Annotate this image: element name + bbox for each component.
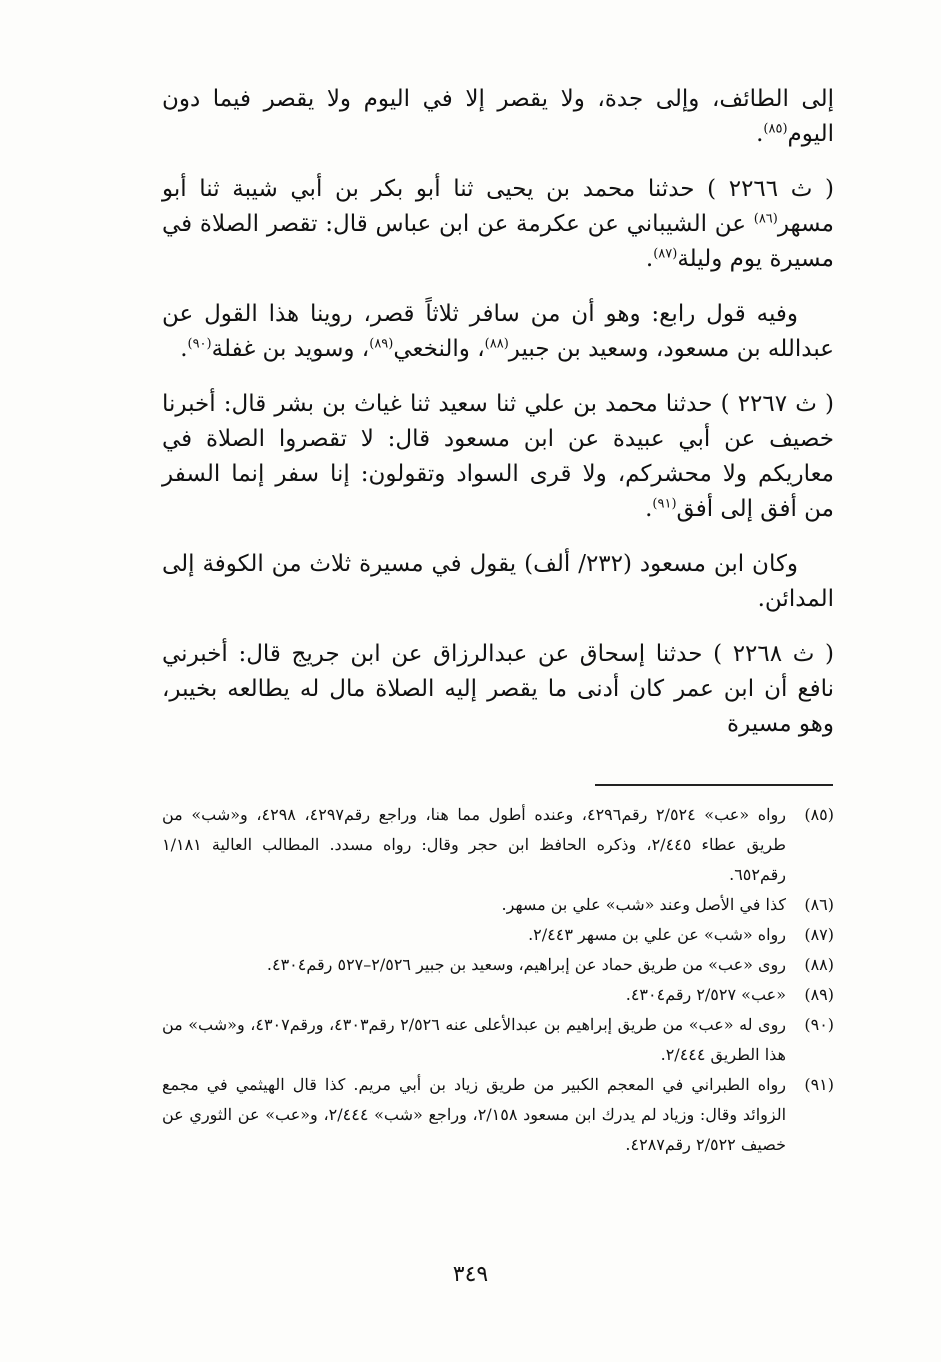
footnote-87 bbox=[162, 920, 834, 950]
paragraph-4: ( ث ٢٢٦٧ ) حدثنا محمد بن علي ثنا سعيد ثنا غياث بن بشر قال: أخبرنا خصيف عن أبي عبيدة عن ابن مسعود قال: لا تقصروا الصلاة في معاريكم ولا محشركم، ولا قرى السواد وتقولون: إنا سفر إنما السفر من أفق إلى أفق$^{(٩١)}$. bbox=[162, 391, 835, 522]
footnote-text: رواه «عب» ٢/٥٢٤ رقم٤٢٩٦، وعنده أطول مما هنا، وراجع رقم٤٢٩٧، ٤٢٩٨، و«شب» من طريق عطاء ٢/٤٤٥، وذكره الحافظ ابن حجر وقال: رواه مسدد. المطالب العالية ١/١٨١ رقم٦٥٢. bbox=[162, 805, 787, 884]
footnote-ref-89[interactable]: (٨٩) bbox=[369, 336, 394, 352]
footnote-ref-88[interactable]: (٨٨) bbox=[484, 336, 509, 352]
footnote-text: كذا في الأصل وعند «شب» علي بن مسهر. bbox=[501, 895, 786, 914]
footnote-number: (٨٥) bbox=[804, 805, 835, 824]
paragraph-3: وفيه قول رابع: وهو أن من سافر ثلاثاً قصر، روينا هذا القول عن عبدالله بن مسعود، وسعيد بن جبير$^{(٨٨)}$، والنخعي$^{(٨٩)}$، وسويد بن غفلة$^{(٩٠)}$. bbox=[162, 301, 834, 362]
paragraph-6: ( ث ٢٢٦٨ ) حدثنا إسحاق عن عبدالرزاق عن ابن جريج قال: أخبرني نافع أن ابن عمر كان أدنى ما يقصر إليه الصلاة مال له يطالعه بخيبر، وهو مسيرة bbox=[162, 641, 835, 737]
footnote-89 bbox=[162, 980, 834, 1010]
footnote-text: رواه الطبراني في المعجم الكبير من طريق زياد بن أبي مريم. كذا قال الهيثمي في مجمع الزوائد وقال: وزياد لم يدرك ابن مسعود ٢/١٥٨، وراجع «شب» ٢/٤٤٤، و«عب» عن الثوري عن خصيف ٢/٥٢٢ رقم٤٢٨٧. bbox=[162, 1075, 787, 1154]
footnote-88 bbox=[162, 950, 834, 980]
footnote-90 bbox=[162, 1010, 834, 1070]
page-number: ٣٤٩ bbox=[452, 1262, 489, 1287]
footnote-text: روى «عب» من طريق حماد عن إبراهيم، وسعيد بن جبير ٢/٥٢٦–٥٢٧ رقم٤٣٠٤. bbox=[266, 955, 786, 974]
footnote-85 bbox=[162, 800, 834, 890]
footnote-divider bbox=[595, 784, 833, 786]
paragraph-1: إلى الطائف، وإلى جدة، ولا يقصر إلا في اليوم ولا يقصر فيما دون اليوم$^{(٨٥)}$. bbox=[162, 86, 834, 147]
footnote-ref-87[interactable]: (٨٧) bbox=[653, 246, 678, 262]
footnote-number: (٨٩) bbox=[804, 985, 834, 1004]
footnote-number: (٩٠) bbox=[804, 1015, 835, 1034]
footnote-ref-85[interactable]: (٨٥) bbox=[763, 121, 788, 137]
main-text bbox=[162, 82, 834, 762]
footnote-text: رواه «شب» عن علي بن مسهر ٢/٤٤٣. bbox=[528, 925, 786, 944]
footnote-86 bbox=[162, 890, 834, 920]
footnote-91 bbox=[162, 1070, 834, 1160]
footnote-ref-91[interactable]: (٩١) bbox=[652, 496, 677, 512]
footnotes bbox=[162, 800, 834, 1160]
footnote-text: روى له «عب» من طريق إبراهيم بن عبدالأعلى عنه ٢/٥٢٦ رقم٤٣٠٣، ورقم٤٣٠٧، و«شب» من هذا الطريق ٢/٤٤٤. bbox=[162, 1015, 787, 1064]
footnote-number: (٨٦) bbox=[804, 895, 834, 914]
footnote-number: (٨٧) bbox=[804, 925, 834, 944]
footnote-ref-90[interactable]: (٩٠) bbox=[187, 336, 212, 352]
paragraph-2: ( ث ٢٢٦٦ ) حدثنا محمد بن يحيى ثنا أبو بكر بن أبي شيبة ثنا أبو مسهر$^{(٨٦)}$ عن الشيباني عن عكرمة عن ابن عباس قال: تقصر الصلاة في مسيرة يوم وليلة$^{(٨٧)}$. bbox=[162, 176, 835, 272]
footnote-text: «عب» ٢/٥٢٧ رقم٤٣٠٤. bbox=[625, 985, 786, 1004]
footnote-number: (٩١) bbox=[804, 1075, 835, 1094]
paragraph-5: وكان ابن مسعود (٢٣٢/ ألف) يقول في مسيرة ثلاث من الكوفة إلى المدائن. bbox=[162, 551, 834, 612]
footnote-number: (٨٨) bbox=[804, 955, 834, 974]
footnote-ref-86[interactable]: (٨٦) bbox=[753, 211, 778, 227]
